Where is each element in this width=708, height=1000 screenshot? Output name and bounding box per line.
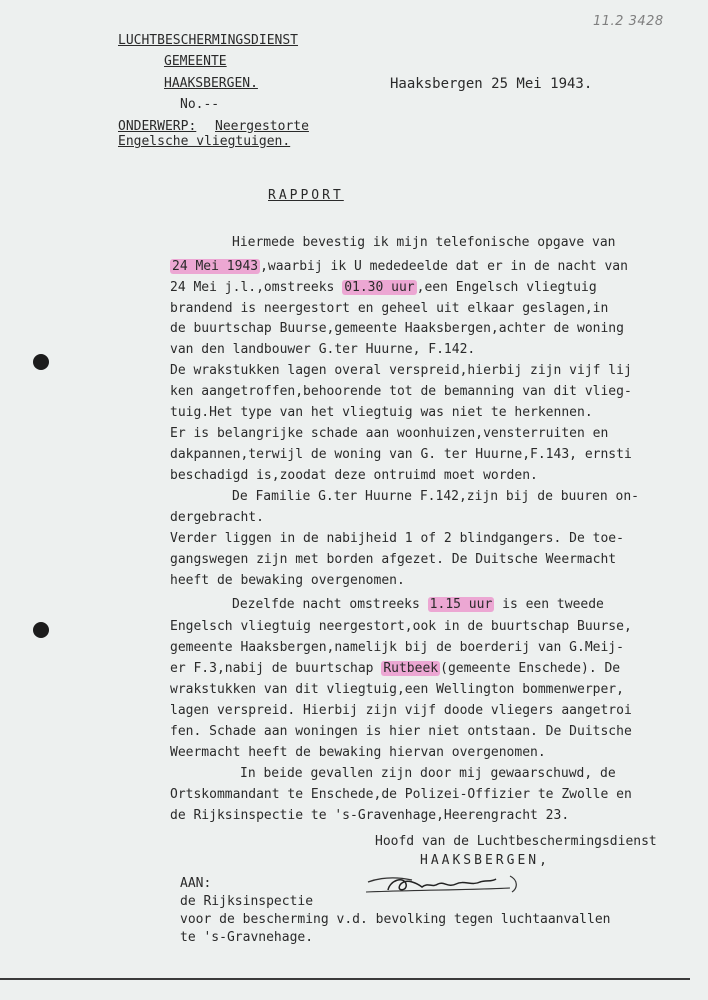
punch-hole: [33, 354, 49, 370]
body-line: Weermacht heeft de bewaking hiervan overgenomen.: [170, 745, 546, 760]
body-line: 24 Mei j.l.,omstreeks 01.30 uur ,een Engelsch vliegtuig: [170, 280, 597, 295]
addressee-line-1: de Rijksinspectie: [180, 894, 314, 909]
body-line: tuig.Het type van het vliegtuig was niet te herkennen.: [170, 405, 593, 420]
report-title: RAPPORT: [268, 188, 344, 203]
punch-hole: [33, 622, 49, 638]
body-line: fen. Schade aan woningen is hier niet ontstaan. De Duitsche: [170, 724, 632, 739]
highlight-date: 24 Mei 1943: [172, 259, 259, 274]
body-line: dergebracht.: [170, 510, 264, 525]
signoff-title: Hoofd van de Luchtbeschermingsdienst: [375, 834, 657, 849]
body-line: De wrakstukken lagen overal verspreid,hierbij zijn vijf lij: [170, 363, 632, 378]
body-line: wrakstukken van dit vliegtuig,een Wellington bommenwerper,: [170, 682, 624, 697]
body-line: gemeente Haaksbergen,namelijk bij de boerderij van G.Meij-: [170, 640, 624, 655]
letter-number: No.--: [180, 97, 220, 112]
body-line: dakpannen,terwijl de woning van G. ter Huurne,F.143, ernsti: [170, 447, 632, 462]
body-line: er F.3,nabij de buurtschap Rutbeek (gemeente Enschede). De: [170, 661, 621, 676]
subject-line-1: Neergestorte: [215, 119, 309, 134]
addressee-line-2: voor de bescherming v.d. bevolking tegen luchtaanvallen: [180, 912, 611, 927]
handwritten-signature: [360, 868, 530, 898]
body-line: van den landbouwer G.ter Huurne, F.142.: [170, 342, 476, 357]
highlight-time-1: 01.30 uur: [344, 280, 415, 295]
org-municipality: HAAKSBERGEN.: [164, 76, 258, 91]
addressee-line-3: te 's-Gravnehage.: [180, 930, 314, 945]
body-line: 24 Mei 1943 ,waarbij ik U mededeelde dat er in de nacht van: [172, 259, 628, 274]
body-line: heeft de bewaking overgenomen.: [170, 573, 405, 588]
subject-label: ONDERWERP:: [118, 119, 197, 134]
org-name: LUCHTBESCHERMINGSDIENST: [118, 33, 299, 48]
signoff-place: HAAKSBERGEN,: [420, 853, 550, 868]
body-line: lagen verspreid. Hierbij zijn vijf doode vliegers aangetroi: [170, 703, 632, 718]
body-line: Dezelfde nacht omstreeks 1.15 uur is een tweede: [232, 597, 604, 612]
body-line: Hiermede bevestig ik mijn telefonische opgave van: [232, 235, 616, 250]
addressee-label: AAN:: [180, 876, 212, 891]
body-line: de buurtschap Buurse,gemeente Haaksbergen,achter de woning: [170, 321, 624, 336]
org-municipality-label: GEMEENTE: [164, 54, 227, 69]
letter-date: Haaksbergen 25 Mei 1943.: [390, 76, 593, 92]
body-line: beschadigd is,zoodat deze ontruimd moet worden.: [170, 468, 538, 483]
body-line: gangswegen zijn met borden afgezet. De Duitsche Weermacht: [170, 552, 617, 567]
highlight-time-2: 1.15 uur: [429, 597, 493, 612]
body-line: Ortskommandant te Enschede,de Polizei-Offizier te Zwolle en: [170, 787, 632, 802]
body-line: Er is belangrijke schade aan woonhuizen,vensterruiten en: [170, 426, 609, 441]
body-line: ken aangetroffen,behoorende tot de bemanning van dit vlieg-: [170, 384, 632, 399]
body-line: In beide gevallen zijn door mij gewaarschuwd, de: [240, 766, 616, 781]
highlight-place: Rutbeek: [383, 661, 439, 676]
archive-reference: 11.2 3428: [593, 14, 664, 29]
body-line: De Familie G.ter Huurne F.142,zijn bij de buuren on-: [232, 489, 639, 504]
subject-line-2: Engelsche vliegtuigen.: [118, 134, 291, 149]
page-bottom-edge: [0, 978, 690, 980]
body-line: brandend is neergestort en geheel uit elkaar geslagen,in: [170, 301, 609, 316]
body-line: Engelsch vliegtuig neergestort,ook in de buurtschap Buurse,: [170, 619, 632, 634]
body-line: de Rijksinspectie te 's-Gravenhage,Heerengracht 23.: [170, 808, 570, 823]
body-line: Verder liggen in de nabijheid 1 of 2 blindgangers. De toe-: [170, 531, 624, 546]
